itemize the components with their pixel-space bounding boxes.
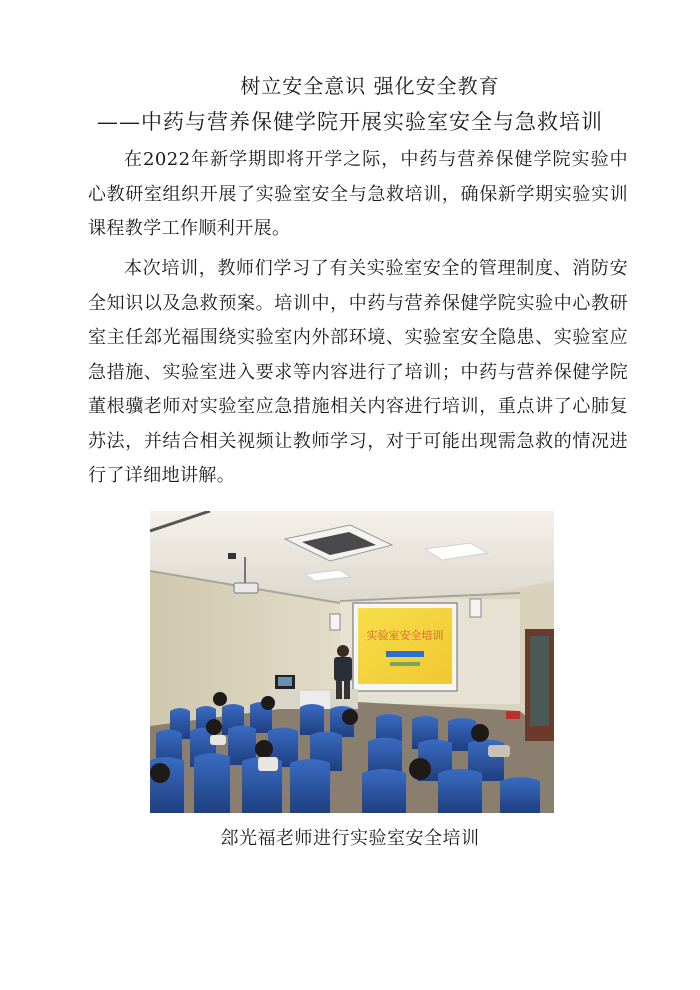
- paragraph-1: 在2022年新学期即将开学之际，中药与营养保健学院实验中心教研室组织开展了实验室安全与急救培训，确保新学期实验实训课程教学工作顺利开展。: [88, 149, 628, 239]
- screen-title: 实验室安全培训: [366, 629, 444, 642]
- document-title: 树立安全意识 强化安全教育: [240, 74, 500, 98]
- training-photo: [150, 511, 554, 813]
- photo-caption: 郐光福老师进行实验室安全培训: [220, 828, 480, 849]
- paragraph-2: 本次培训，教师们学习了有关实验室安全的管理制度、消防安全知识以及急救预案。培训中，中药与营养保健学院实验中心教研室主任郐光福围绕实验室内外部环境、实验室安全隐患、实验室应急措施、实验室进入要求等内容进行了培训；中药与营养保健学院董根骥老师对实验室应急措施相关内容进行培训，重点讲了心肺复苏法，并结合相关视频让教师学习，对于可能出现需急救的情况进行了详细地讲解。: [88, 258, 628, 486]
- document-subtitle: ——中药与营养保健学院开展实验室安全与急救培训: [97, 110, 603, 134]
